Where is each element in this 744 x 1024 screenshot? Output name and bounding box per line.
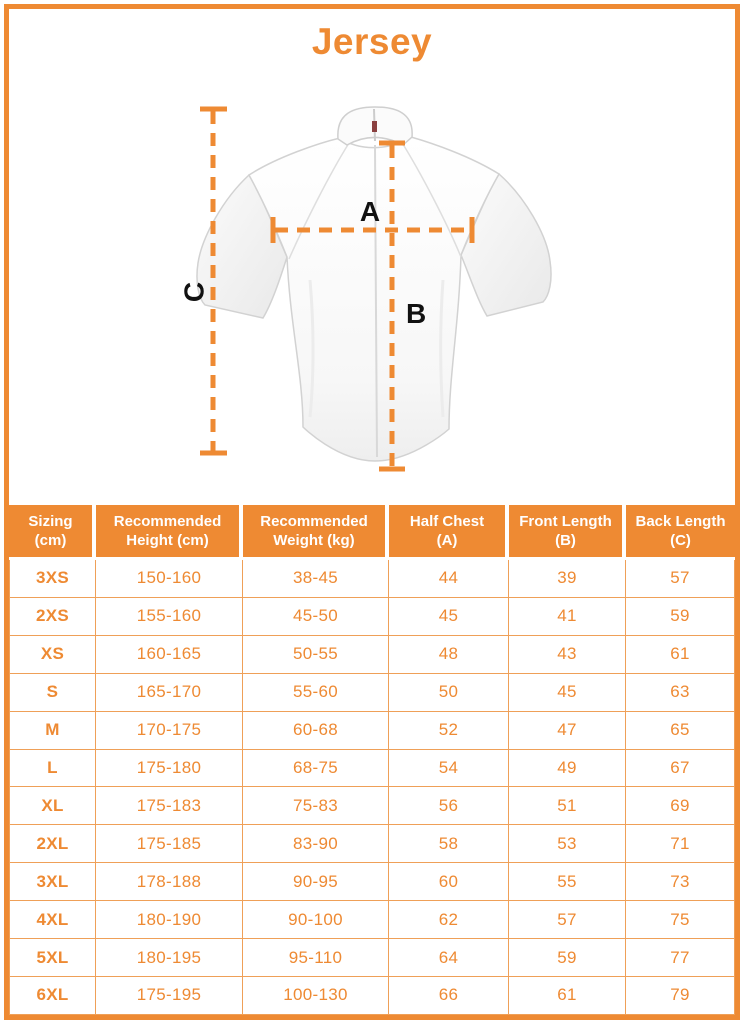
cell-half-chest: 60 bbox=[389, 863, 509, 901]
col-header-text: (C) bbox=[670, 532, 691, 549]
jersey-torso bbox=[249, 137, 499, 461]
cell-front-length: 43 bbox=[509, 636, 626, 674]
cell-back-length: 59 bbox=[626, 598, 735, 636]
cell-front-length: 55 bbox=[509, 863, 626, 901]
jersey-zipper-pull bbox=[372, 121, 377, 132]
cell-half-chest: 45 bbox=[389, 598, 509, 636]
cell-size: 2XS bbox=[9, 598, 96, 636]
label-half-chest-a: A bbox=[359, 196, 381, 227]
cell-size: XL bbox=[9, 787, 96, 825]
cell-back-length: 77 bbox=[626, 939, 735, 977]
cell-size: L bbox=[9, 750, 96, 788]
cell-front-length: 39 bbox=[509, 560, 626, 598]
cell-front-length: 61 bbox=[509, 977, 626, 1015]
cell-size: XS bbox=[9, 636, 96, 674]
cell-back-length: 65 bbox=[626, 712, 735, 750]
cell-size: 2XL bbox=[9, 825, 96, 863]
cell-weight: 100-130 bbox=[243, 977, 389, 1015]
cell-half-chest: 44 bbox=[389, 560, 509, 598]
col-header-recommended-weight bbox=[243, 505, 389, 557]
cell-half-chest: 50 bbox=[389, 674, 509, 712]
jersey-measurement-diagram bbox=[9, 75, 735, 505]
table-header-row bbox=[9, 505, 735, 557]
label-front-length-b: B bbox=[406, 298, 427, 329]
cell-front-length: 47 bbox=[509, 712, 626, 750]
cell-half-chest: 54 bbox=[389, 750, 509, 788]
cell-back-length: 63 bbox=[626, 674, 735, 712]
cell-height: 178-188 bbox=[96, 863, 243, 901]
cell-front-length: 51 bbox=[509, 787, 626, 825]
cell-back-length: 73 bbox=[626, 863, 735, 901]
cell-weight: 55-60 bbox=[243, 674, 389, 712]
sizing-table bbox=[9, 505, 735, 1015]
cell-size: 3XS bbox=[9, 560, 96, 598]
col-header-text: (B) bbox=[555, 532, 576, 549]
cell-weight: 95-110 bbox=[243, 939, 389, 977]
col-header-text: Sizing bbox=[28, 513, 73, 530]
cell-height: 150-160 bbox=[96, 560, 243, 598]
cell-half-chest: 66 bbox=[389, 977, 509, 1015]
cell-size: 5XL bbox=[9, 939, 96, 977]
col-header-text: Recommended bbox=[260, 513, 368, 530]
cell-size: 3XL bbox=[9, 863, 96, 901]
cell-weight: 45-50 bbox=[243, 598, 389, 636]
col-header-text: Recommended bbox=[113, 513, 222, 530]
col-header-text: (A) bbox=[436, 532, 458, 549]
cell-back-length: 75 bbox=[626, 901, 735, 939]
cell-weight: 90-100 bbox=[243, 901, 389, 939]
cell-front-length: 59 bbox=[509, 939, 626, 977]
cell-size: S bbox=[9, 674, 96, 712]
col-header-text: Height (cm) bbox=[126, 532, 209, 549]
col-header-text: Half Chest bbox=[409, 513, 485, 530]
cell-height: 160-165 bbox=[96, 636, 243, 674]
cell-front-length: 49 bbox=[509, 750, 626, 788]
cell-half-chest: 48 bbox=[389, 636, 509, 674]
col-header-text: (cm) bbox=[34, 532, 67, 549]
title-bar bbox=[9, 9, 735, 75]
label-back-length-c: C bbox=[178, 281, 210, 303]
cell-size: 6XL bbox=[9, 977, 96, 1015]
cell-height: 180-195 bbox=[96, 939, 243, 977]
cell-size: M bbox=[9, 712, 96, 750]
page-title: Jersey bbox=[311, 21, 433, 62]
cell-height: 175-180 bbox=[96, 750, 243, 788]
cell-weight: 50-55 bbox=[243, 636, 389, 674]
cell-half-chest: 64 bbox=[389, 939, 509, 977]
cell-back-length: 69 bbox=[626, 787, 735, 825]
col-header-text: Front Length bbox=[519, 513, 612, 530]
cell-half-chest: 52 bbox=[389, 712, 509, 750]
jersey-graphic bbox=[197, 107, 551, 461]
cell-height: 175-185 bbox=[96, 825, 243, 863]
cell-back-length: 71 bbox=[626, 825, 735, 863]
col-header-recommended-height bbox=[96, 505, 243, 557]
cell-half-chest: 62 bbox=[389, 901, 509, 939]
cell-weight: 68-75 bbox=[243, 750, 389, 788]
cell-weight: 60-68 bbox=[243, 712, 389, 750]
cell-front-length: 41 bbox=[509, 598, 626, 636]
cell-front-length: 57 bbox=[509, 901, 626, 939]
col-header-front-length bbox=[509, 505, 626, 557]
cell-back-length: 79 bbox=[626, 977, 735, 1015]
cell-back-length: 61 bbox=[626, 636, 735, 674]
cell-half-chest: 56 bbox=[389, 787, 509, 825]
cell-weight: 38-45 bbox=[243, 560, 389, 598]
cell-height: 170-175 bbox=[96, 712, 243, 750]
cell-weight: 83-90 bbox=[243, 825, 389, 863]
cell-size: 4XL bbox=[9, 901, 96, 939]
cell-front-length: 53 bbox=[509, 825, 626, 863]
cell-weight: 75-83 bbox=[243, 787, 389, 825]
cell-height: 155-160 bbox=[96, 598, 243, 636]
col-header-sizing bbox=[9, 505, 96, 557]
cell-weight: 90-95 bbox=[243, 863, 389, 901]
table-body bbox=[9, 560, 735, 1015]
cell-height: 175-195 bbox=[96, 977, 243, 1015]
cell-back-length: 57 bbox=[626, 560, 735, 598]
col-header-text: Weight (kg) bbox=[273, 532, 355, 549]
jersey-image bbox=[9, 75, 735, 505]
cell-back-length: 67 bbox=[626, 750, 735, 788]
page-frame bbox=[4, 4, 740, 1020]
cell-height: 180-190 bbox=[96, 901, 243, 939]
col-header-back-length bbox=[626, 505, 735, 557]
cell-height: 165-170 bbox=[96, 674, 243, 712]
cell-half-chest: 58 bbox=[389, 825, 509, 863]
cell-height: 175-183 bbox=[96, 787, 243, 825]
cell-front-length: 45 bbox=[509, 674, 626, 712]
col-header-half-chest bbox=[389, 505, 509, 557]
col-header-text: Back Length bbox=[635, 513, 726, 530]
